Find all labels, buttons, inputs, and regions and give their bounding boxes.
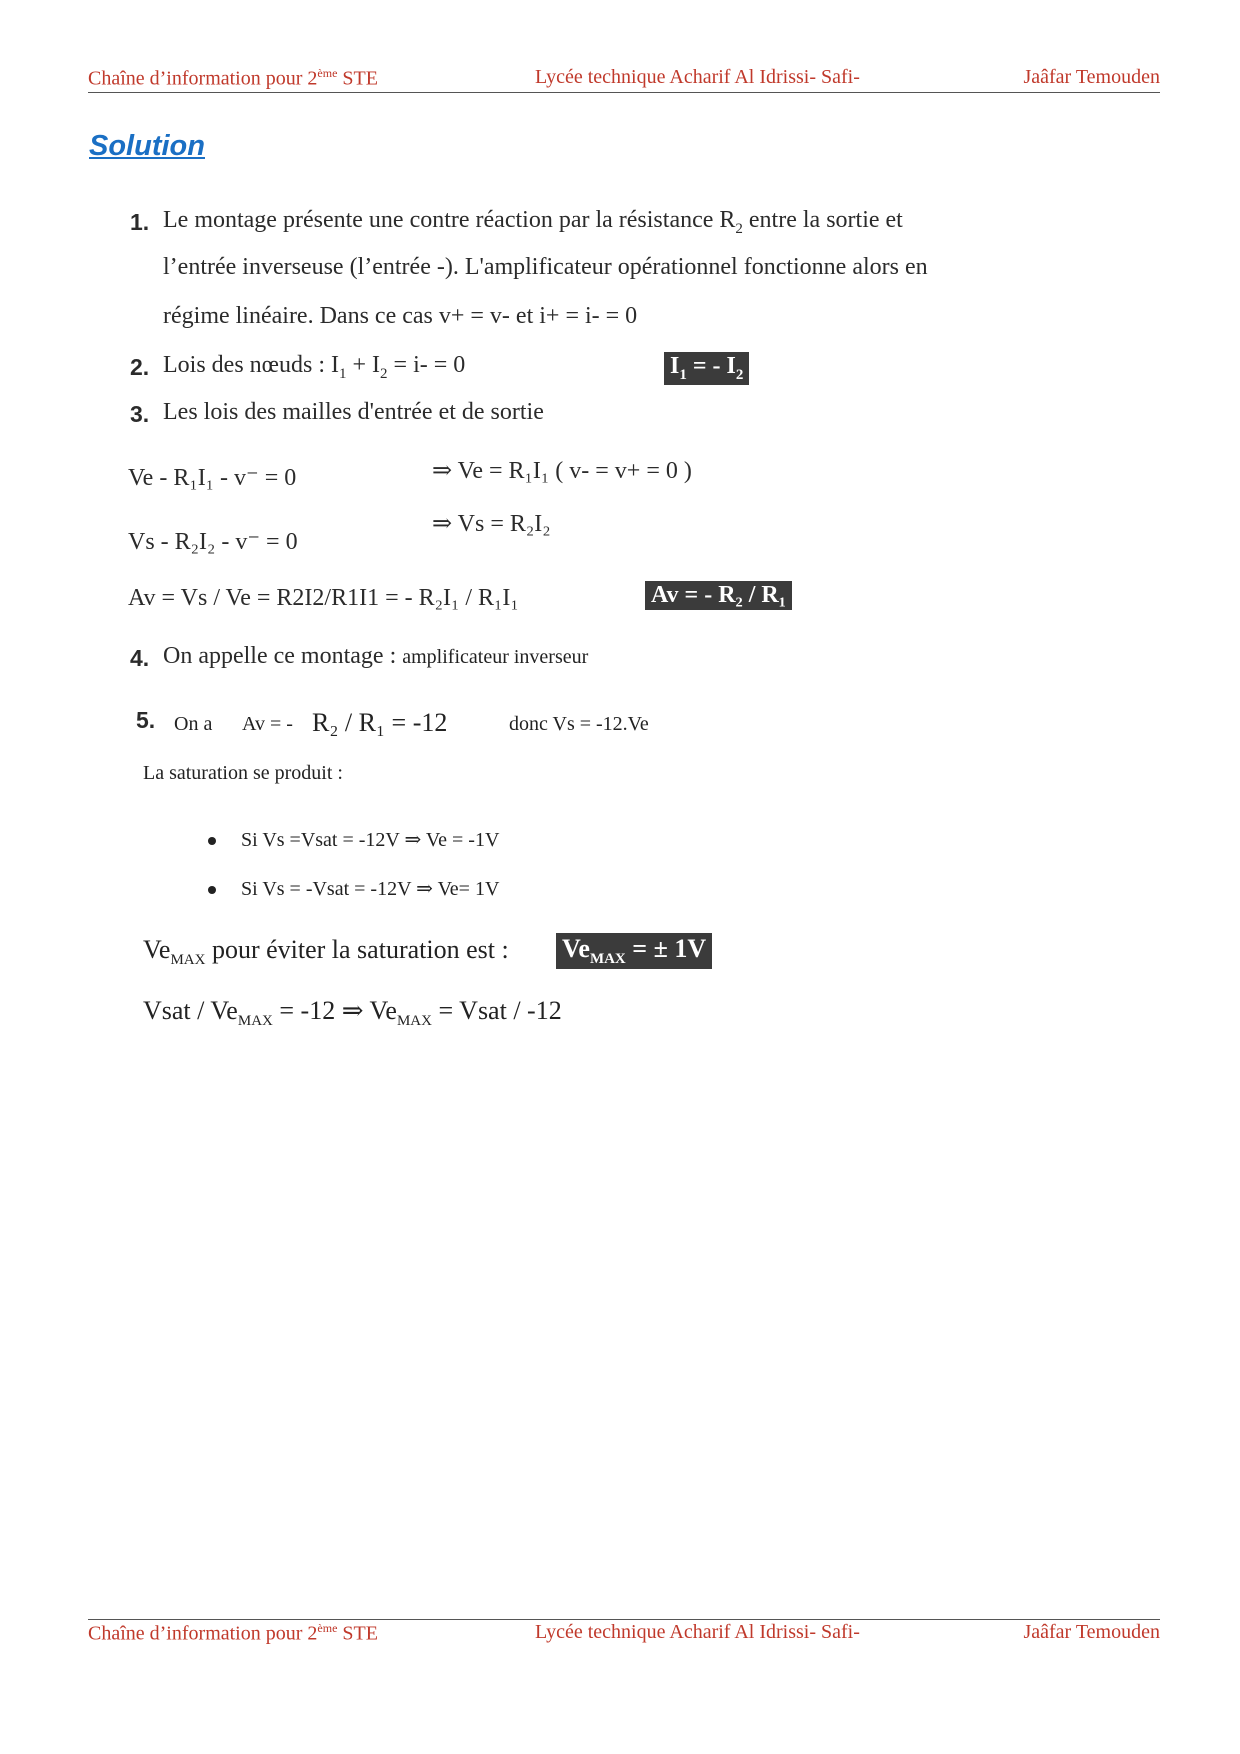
q5-bullet-1: Si Vs =Vsat = -12V ⇒ Ve = -1V xyxy=(241,829,500,851)
q1-line1: Le montage présente une contre réaction par la résistance $R_2$ entre la sortie et xyxy=(163,207,903,237)
q4-number: 4. xyxy=(130,645,150,671)
q5-bullet-2: Si Vs = -Vsat = -12V ⇒ Ve= 1V xyxy=(241,878,500,900)
q5-av-label: Av = - xyxy=(242,713,293,735)
q3-eq-output: Vs - R₂I₂ - v⁻ = 0 xyxy=(128,529,298,555)
q5-ratio: R₂ / R₁ = -12 xyxy=(312,708,448,737)
q5-vemax-box: $Ve_{MAX}$ = ± 1V xyxy=(556,933,712,969)
q2-number: 2. xyxy=(130,354,150,380)
page-title: Solution xyxy=(89,130,205,162)
q3-result-input: ⇒ Ve = R₁I₁ ( v- = v+ = 0 ) xyxy=(432,458,692,484)
q4-text: On appelle ce montage : amplificateur inverseur xyxy=(163,643,589,669)
q3-gain-eq: Av = Vs / Ve = R2I2/R1I1 = - R₂I₁ / R₁I₁ xyxy=(128,585,519,611)
q5-donc: donc Vs = -12.Ve xyxy=(509,713,649,735)
q5-on-a: On a xyxy=(174,713,213,735)
bullet-dot xyxy=(208,886,216,894)
header-rule xyxy=(88,92,1160,93)
q3-text: Les lois des mailles d'entrée et de sortie xyxy=(163,399,544,425)
header-course: Chaîne d’information pour 2ème STE xyxy=(88,66,378,90)
q3-eq-input: Ve - R₁I₁ - v⁻ = 0 xyxy=(128,465,297,491)
q5-number: 5. xyxy=(136,707,156,733)
page-footer xyxy=(88,1621,1160,1647)
q1-line2: l’entrée inverseuse (l’entrée -). L'amplificateur opérationnel fonctionne alors en xyxy=(163,254,928,280)
q5-saturation-intro: La saturation se produit : xyxy=(143,762,343,784)
header-school: Lycée technique Acharif Al Idrissi- Safi- xyxy=(535,66,860,88)
q3-number: 3. xyxy=(130,401,150,427)
q2-result-box: $I_1$ = - $I_2$ xyxy=(664,352,749,385)
q5-final-eq: Vsat / $Ve_{MAX} = -12$ ⇒ $Ve_{MAX}$ = Vsat / -12 xyxy=(143,996,562,1030)
header-author: Jaâfar Temouden xyxy=(1023,66,1160,88)
q2-text: Lois des nœuds : $I_1 + I_2 = i- = 0$ xyxy=(163,352,466,382)
q1-number: 1. xyxy=(130,209,150,235)
footer-course: Chaîne d’information pour 2ème STE xyxy=(88,1621,378,1645)
q5-vemax-text: $Ve_{MAX}$ pour éviter la saturation est : xyxy=(143,935,509,969)
q3-result-output: ⇒ Vs = R₂I₂ xyxy=(432,511,551,537)
footer-author: Jaâfar Temouden xyxy=(1023,1621,1160,1643)
footer-rule xyxy=(88,1619,1160,1620)
bullet-dot xyxy=(208,837,216,845)
footer-school: Lycée technique Acharif Al Idrissi- Safi- xyxy=(535,1621,860,1643)
page-header xyxy=(88,66,1160,92)
q4-answer: amplificateur inverseur xyxy=(402,646,589,668)
q3-gain-box: Av = - R₂ / R₁ xyxy=(645,581,792,610)
q1-line3: régime linéaire. Dans ce cas v+ = v- et i+ = i- = 0 xyxy=(163,303,638,329)
